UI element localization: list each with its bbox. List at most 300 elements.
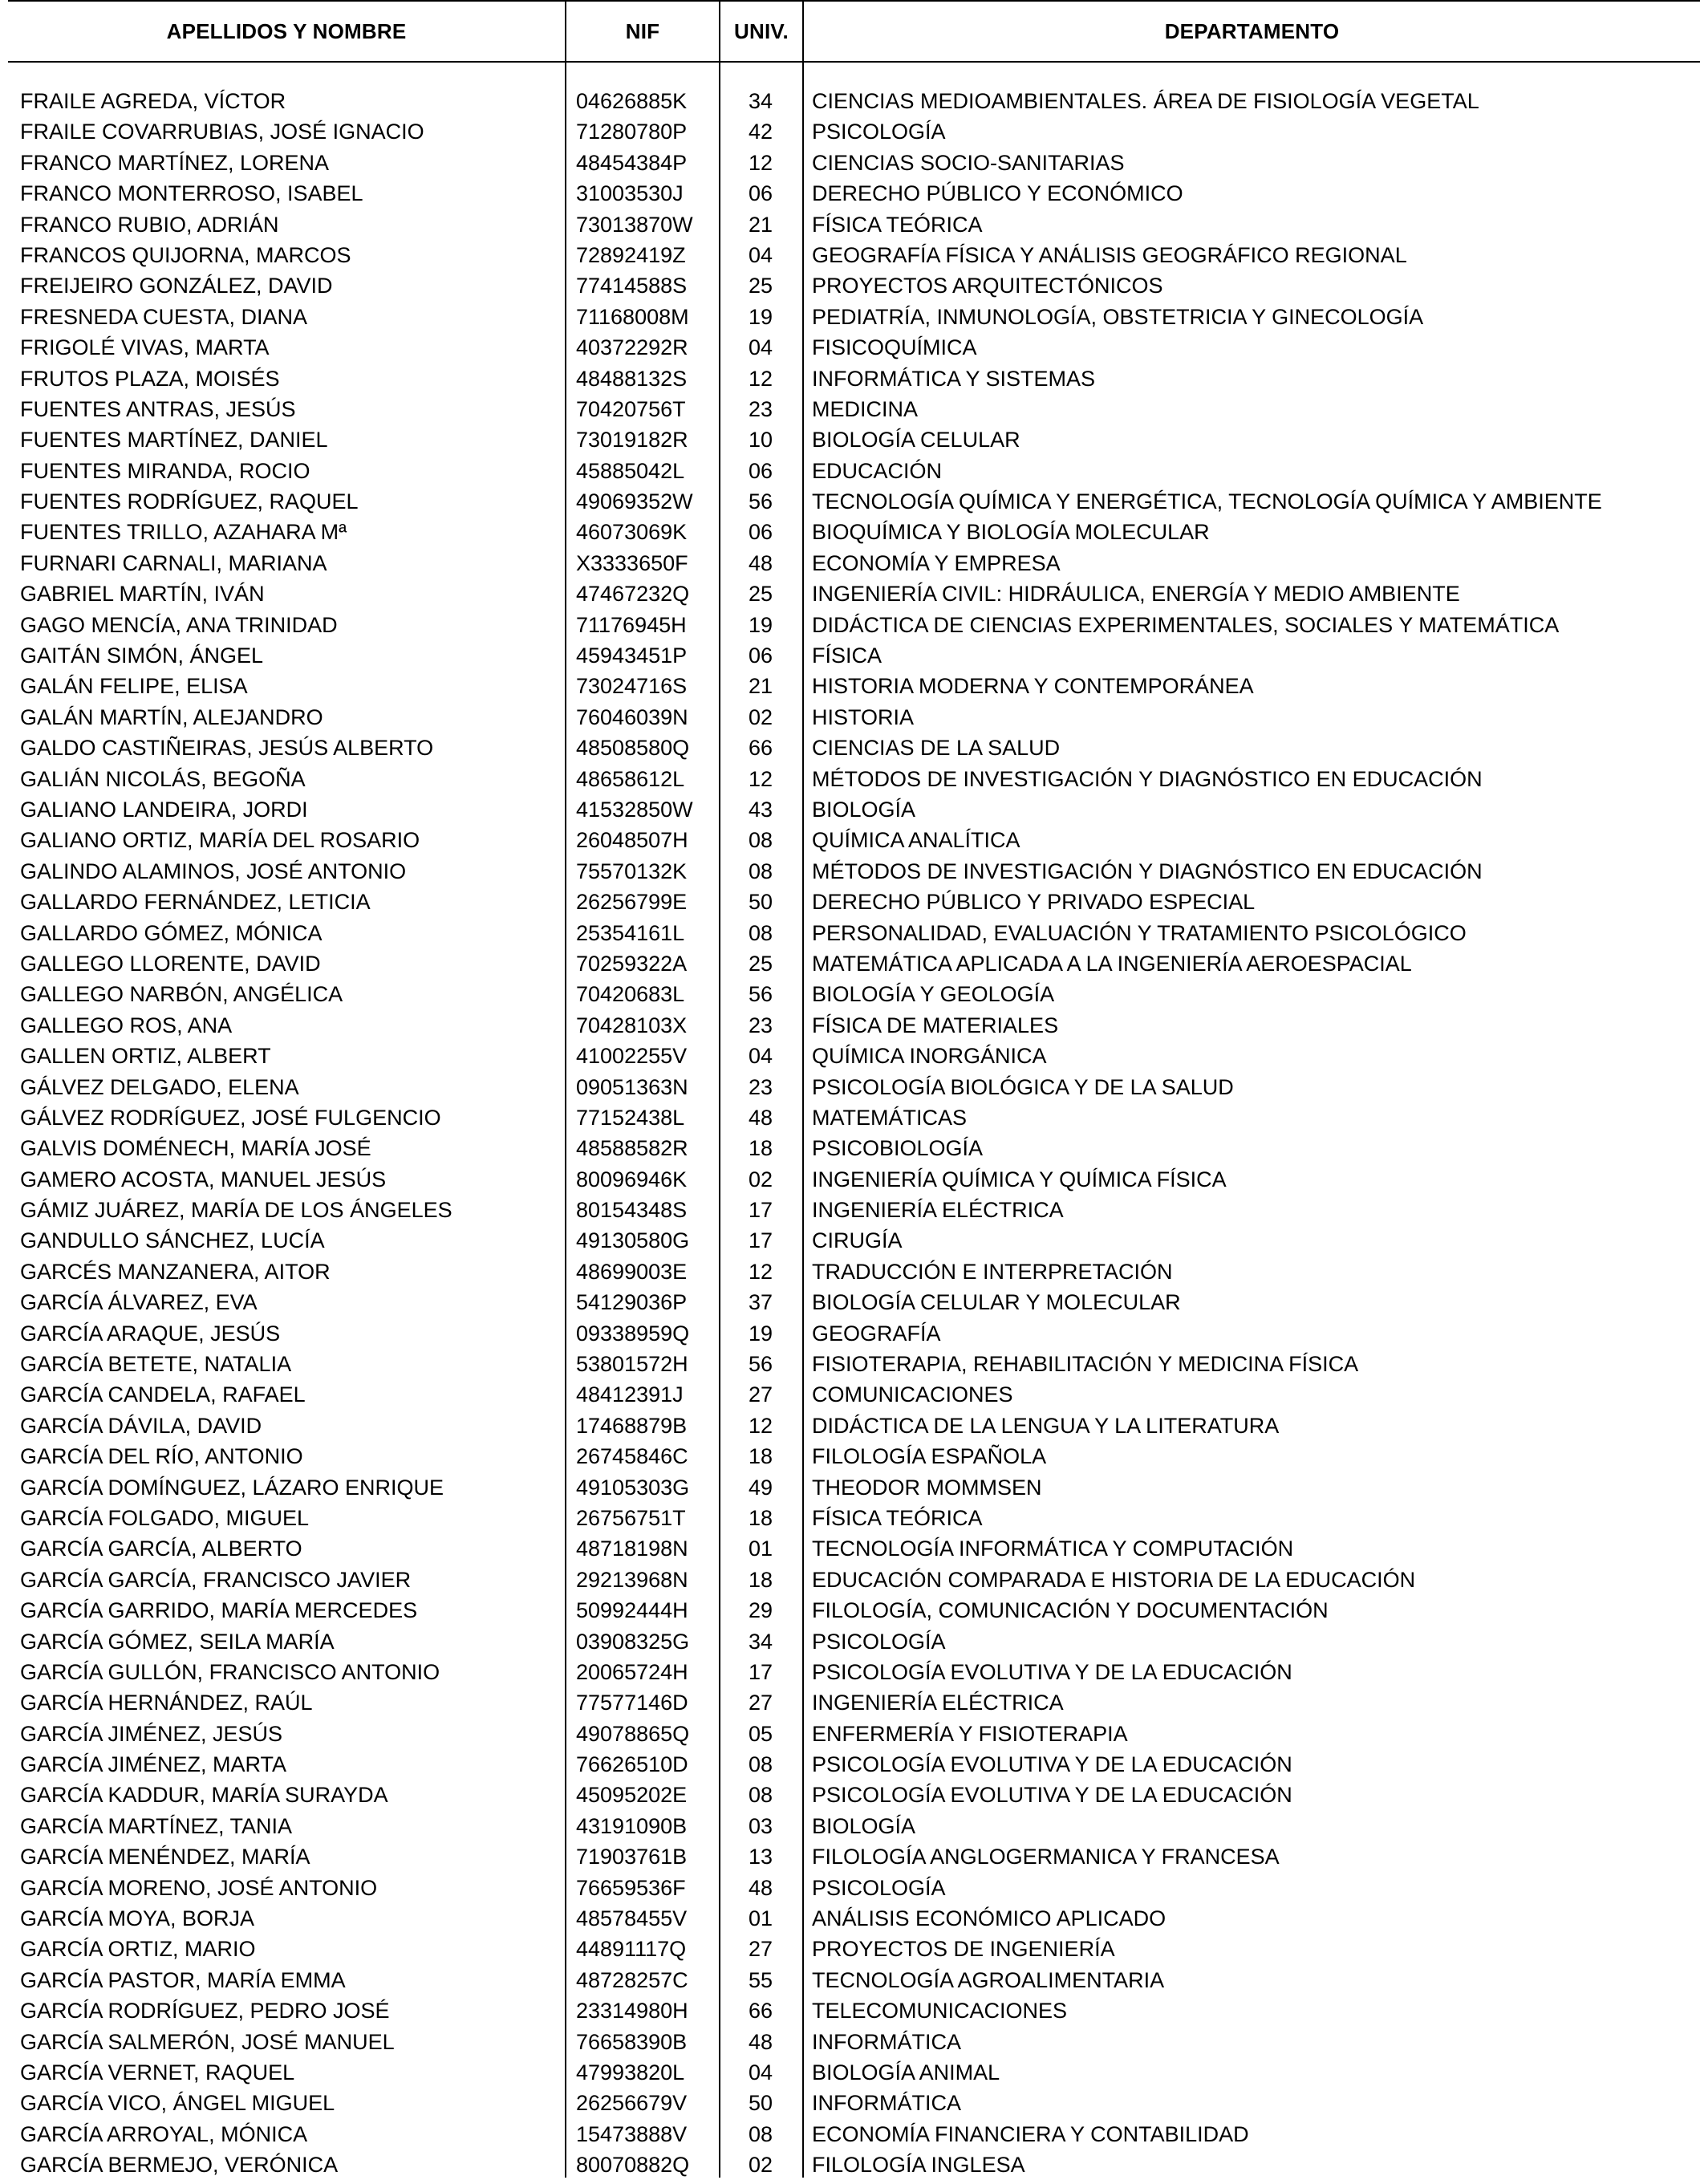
cell-nif: 48454384P [576,150,688,175]
cell-univ: 12 [748,366,773,391]
cell-nif: 48412391J [576,1382,684,1407]
cell-department: THEODOR MOMMSEN [812,1475,1042,1500]
cell-univ: 23 [748,1013,773,1037]
cell-univ: 02 [748,2153,773,2178]
cell-univ: 27 [748,1691,773,1715]
cell-nif: 48508580Q [576,736,690,761]
table-row [0,209,1700,240]
cell-name: GARCÍA ARROYAL, MÓNICA [20,2121,308,2146]
table-row [0,1379,1700,1410]
cell-nif: 71176945H [576,612,687,637]
cell-univ: 18 [748,1136,773,1161]
cell-nif: 73013870W [576,212,693,237]
cell-department: BIOLOGÍA CELULAR Y MOLECULAR [812,1290,1181,1315]
cell-nif: 76626510D [576,1752,688,1777]
cell-name: GALLARDO FERNÁNDEZ, LETICIA [20,890,371,915]
cell-department: GEOGRAFÍA FÍSICA Y ANÁLISIS GEOGRÁFICO REGIONAL [812,242,1407,267]
cell-department: TELECOMUNICACIONES [812,1999,1068,2024]
cell-name: GALINDO ALAMINOS, JOSÉ ANTONIO [20,859,407,883]
table-row [0,918,1700,948]
table-row [0,1934,1700,1964]
cell-univ: 56 [748,982,773,1007]
cell-univ: 17 [748,1228,773,1253]
cell-name: GARCÍA SALMERÓN, JOSÉ MANUEL [20,2029,395,2054]
cell-name: GARCÍA CANDELA, RAFAEL [20,1382,306,1407]
table-row [0,116,1700,147]
cell-department: INGENIERÍA CIVIL: HIDRÁULICA, ENERGÍA Y MEDIO AMBIENTE [812,582,1460,607]
cell-univ: 56 [748,489,773,514]
cell-univ: 27 [748,1382,773,1407]
cell-univ: 08 [748,2121,773,2146]
cell-nif: 50992444H [576,1598,688,1623]
cell-univ: 18 [748,1444,773,1469]
cell-department: PERSONALIDAD, EVALUACIÓN Y TRATAMIENTO PSICOLÓGICO [812,920,1467,945]
cell-univ: 04 [748,2060,773,2085]
cell-name: GALLARDO GÓMEZ, MÓNICA [20,920,323,945]
cell-univ: 05 [748,1721,773,1746]
cell-name: GALLEN ORTIZ, ALBERT [20,1044,271,1069]
table-row [0,1873,1700,1903]
table-row [0,610,1700,640]
cell-department: MATEMÁTICA APLICADA A LA INGENIERÍA AEROESPACIAL [812,951,1412,976]
cell-nif: 70259322A [576,951,688,976]
table-row [0,1503,1700,1533]
cell-name: GARCÍA RODRÍGUEZ, PEDRO JOSÉ [20,1999,390,2024]
cell-department: TRADUCCIÓN E INTERPRETACIÓN [812,1259,1173,1284]
cell-name: GAITÁN SIMÓN, ÁNGEL [20,643,264,668]
cell-name: GAGO MENCÍA, ANA TRINIDAD [20,612,338,637]
cell-univ: 37 [748,1290,773,1315]
table-row [0,733,1700,763]
table-row [0,178,1700,209]
cell-univ: 01 [748,1906,773,1931]
cell-name: FRANCOS QUIJORNA, MARCOS [20,242,351,267]
cell-department: INGENIERÍA QUÍMICA Y QUÍMICA FÍSICA [812,1167,1227,1191]
cell-name: GARCÍA PASTOR, MARÍA EMMA [20,1967,346,1992]
cell-department: FISIOTERAPIA, REHABILITACIÓN Y MEDICINA FÍSICA [812,1352,1359,1377]
cell-name: FRANCO MARTÍNEZ, LORENA [20,150,330,175]
table-row [0,1841,1700,1872]
cell-department: EDUCACIÓN COMPARADA E HISTORIA DE LA EDUCACIÓN [812,1567,1416,1592]
cell-univ: 34 [748,89,773,113]
cell-univ: 04 [748,242,773,267]
cell-univ: 03 [748,1813,773,1838]
table-row [0,1965,1700,1995]
cell-univ: 13 [748,1845,773,1869]
cell-nif: 17468879B [576,1413,688,1438]
cell-department: FILOLOGÍA INGLESA [812,2153,1025,2178]
table-row [0,1749,1700,1780]
cell-department: GEOGRAFÍA [812,1321,941,1346]
cell-univ: 50 [748,890,773,915]
cell-name: GARCÍA VICO, ÁNGEL MIGUEL [20,2091,335,2116]
cell-univ: 19 [748,304,773,329]
cell-name: FRANCO RUBIO, ADRIÁN [20,212,279,237]
table-row [0,764,1700,794]
cell-name: GARCÍA VERNET, RAQUEL [20,2060,295,2085]
table-row [0,1719,1700,1749]
cell-department: QUÍMICA INORGÁNICA [812,1044,1047,1069]
table-row [0,2149,1700,2180]
cell-department: TECNOLOGÍA QUÍMICA Y ENERGÉTICA, TECNOLOGÍA QUÍMICA Y AMBIENTE [812,489,1602,514]
cell-name: GARCÍA MOYA, BORJA [20,1906,255,1931]
cell-department: FÍSICA [812,643,882,668]
cell-nif: 76046039N [576,704,688,729]
cell-department: MATEMÁTICAS [812,1105,968,1130]
cell-name: FRANCO MONTERROSO, ISABEL [20,181,363,206]
cell-department: CIENCIAS MEDIOAMBIENTALES. ÁREA DE FISIOLOGÍA VEGETAL [812,89,1479,113]
header-nif: NIF [625,19,660,43]
table-row [0,2057,1700,2088]
cell-nif: 20065724H [576,1659,688,1684]
cell-name: GARCÍA BERMEJO, VERÓNICA [20,2153,339,2178]
cell-department: BIOQUÍMICA Y BIOLOGÍA MOLECULAR [812,520,1210,545]
cell-name: GALIANO LANDEIRA, JORDI [20,797,308,822]
table-row [0,948,1700,979]
cell-nif: 80070882Q [576,2153,690,2178]
cell-name: GARCÍA DÁVILA, DAVID [20,1413,262,1438]
cell-nif: 77577146D [576,1691,688,1715]
cell-univ: 06 [748,520,773,545]
cell-univ: 50 [748,2091,773,2116]
header-dept: DEPARTAMENTO [1164,19,1340,43]
cell-department: MÉTODOS DE INVESTIGACIÓN Y DIAGNÓSTICO EN EDUCACIÓN [812,859,1483,883]
cell-univ: 12 [748,766,773,791]
cell-univ: 29 [748,1598,773,1623]
cell-name: GARCÉS MANZANERA, AITOR [20,1259,331,1284]
cell-univ: 23 [748,1074,773,1099]
cell-department: DIDÁCTICA DE LA LENGUA Y LA LITERATURA [812,1413,1280,1438]
cell-name: FRUTOS PLAZA, MOISÉS [20,366,280,391]
table-row [0,1687,1700,1718]
table-row [0,148,1700,178]
cell-nif: 26256679V [576,2091,688,2116]
cell-univ: 08 [748,859,773,883]
cell-univ: 48 [748,550,773,575]
cell-department: PSICOLOGÍA [812,1875,946,1900]
cell-univ: 43 [748,797,773,822]
cell-univ: 12 [748,1413,773,1438]
table-row [0,2088,1700,2118]
cell-name: GAMERO ACOSTA, MANUEL JESÚS [20,1167,387,1191]
cell-nif: 15473888V [576,2121,688,2146]
cell-univ: 21 [748,674,773,699]
table-row [0,240,1700,270]
cell-department: ECONOMÍA Y EMPRESA [812,550,1061,575]
cell-department: QUÍMICA ANALÍTICA [812,828,1020,853]
cell-name: GALVIS DOMÉNECH, MARÍA JOSÉ [20,1136,371,1161]
cell-department: EDUCACIÓN [812,458,943,483]
cell-department: PSICOLOGÍA [812,120,946,144]
cell-department: BIOLOGÍA ANIMAL [812,2060,1000,2085]
cell-nif: 70420683L [576,982,685,1007]
cell-name: FUENTES TRILLO, AZAHARA Mª [20,520,347,545]
cell-univ: 25 [748,582,773,607]
cell-univ: 21 [748,212,773,237]
cell-department: BIOLOGÍA [812,1813,916,1838]
cell-nif: 45885042L [576,458,685,483]
cell-nif: 70420756T [576,396,686,421]
table-row [0,1595,1700,1626]
cell-nif: 47993820L [576,2060,685,2085]
cell-nif: 80096946K [576,1167,688,1191]
cell-name: GARCÍA BETETE, NATALIA [20,1352,292,1377]
table-row [0,1533,1700,1564]
cell-department: BIOLOGÍA Y GEOLOGÍA [812,982,1055,1007]
cell-name: GALÁN MARTÍN, ALEJANDRO [20,704,323,729]
cell-name: FREIJEIRO GONZÁLEZ, DAVID [20,274,333,298]
cell-department: FISICOQUÍMICA [812,335,977,360]
cell-univ: 27 [748,1937,773,1962]
cell-name: GARCÍA ÁLVAREZ, EVA [20,1290,258,1315]
cell-univ: 06 [748,181,773,206]
cell-name: FRESNEDA CUESTA, DIANA [20,304,308,329]
cell-name: GALLEGO ROS, ANA [20,1013,233,1037]
table-row [0,1102,1700,1133]
cell-name: FUENTES MIRANDA, ROCIO [20,458,310,483]
cell-name: FUENTES ANTRAS, JESÚS [20,396,296,421]
cell-univ: 42 [748,120,773,144]
cell-nif: 09051363N [576,1074,688,1099]
cell-nif: 45943451P [576,643,688,668]
header-bottom-border [8,61,1700,63]
cell-univ: 04 [748,1044,773,1069]
cell-department: PSICOLOGÍA EVOLUTIVA Y DE LA EDUCACIÓN [812,1783,1292,1808]
cell-univ: 02 [748,1167,773,1191]
cell-nif: 73024716S [576,674,688,699]
table-row [0,394,1700,424]
cell-name: GARCÍA GARCÍA, ALBERTO [20,1537,302,1561]
cell-name: FRAILE AGREDA, VÍCTOR [20,89,286,113]
table-row [0,1041,1700,1071]
cell-univ: 66 [748,1999,773,2024]
cell-nif: 70428103X [576,1013,688,1037]
cell-name: FRIGOLÉ VIVAS, MARTA [20,335,270,360]
cell-department: PSICOLOGÍA [812,1629,946,1654]
table-row [0,1133,1700,1163]
cell-univ: 66 [748,736,773,761]
cell-univ: 48 [748,1875,773,1900]
cell-department: FÍSICA TEÓRICA [812,212,983,237]
cell-nif: 26756751T [576,1505,686,1530]
cell-nif: 75570132K [576,859,688,883]
cell-univ: 19 [748,612,773,637]
table-row [0,302,1700,332]
cell-nif: 71168008M [576,304,689,329]
cell-name: GARCÍA GARCÍA, FRANCISCO JAVIER [20,1567,412,1592]
cell-name: GÁLVEZ RODRÍGUEZ, JOSÉ FULGENCIO [20,1105,441,1130]
cell-nif: 53801572H [576,1352,688,1377]
cell-name: FUENTES RODRÍGUEZ, RAQUEL [20,489,359,514]
cell-department: CIRUGÍA [812,1228,903,1253]
table-row [0,270,1700,301]
cell-department: HISTORIA MODERNA Y CONTEMPORÁNEA [812,674,1254,699]
table-row [0,640,1700,671]
table-row [0,671,1700,701]
cell-department: PEDIATRÍA, INMUNOLOGÍA, OBSTETRICIA Y GINECOLOGÍA [812,304,1424,329]
cell-nif: 49105303G [576,1475,690,1500]
cell-nif: 09338959Q [576,1321,690,1346]
cell-nif: 48658612L [576,766,685,791]
cell-department: FÍSICA DE MATERIALES [812,1013,1059,1037]
cell-nif: 48488132S [576,366,688,391]
cell-univ: 25 [748,951,773,976]
cell-univ: 48 [748,2029,773,2054]
cell-department: INGENIERÍA ELÉCTRICA [812,1691,1064,1715]
cell-nif: 43191090B [576,1813,688,1838]
cell-name: GARCÍA DEL RÍO, ANTONIO [20,1444,303,1469]
cell-univ: 17 [748,1659,773,1684]
table-row [0,1780,1700,1810]
cell-univ: 08 [748,828,773,853]
cell-nif: 77414588S [576,274,688,298]
cell-name: GARCÍA MORENO, JOSÉ ANTONIO [20,1875,378,1900]
cell-nif: X3333650F [576,550,688,575]
cell-department: PSICOLOGÍA BIOLÓGICA Y DE LA SALUD [812,1074,1234,1099]
table-row [0,548,1700,578]
cell-univ: 19 [748,1321,773,1346]
table-row [0,456,1700,486]
cell-nif: 45095202E [576,1783,688,1808]
cell-department: TECNOLOGÍA AGROALIMENTARIA [812,1967,1165,1992]
table-row [0,1072,1700,1102]
table-row [0,363,1700,394]
cell-name: GÁMIZ JUÁREZ, MARÍA DE LOS ÁNGELES [20,1198,452,1223]
table-row [0,887,1700,917]
cell-department: MEDICINA [812,396,919,421]
table-row [0,1195,1700,1225]
table-row [0,1256,1700,1287]
cell-name: GARCÍA JIMÉNEZ, MARTA [20,1752,287,1777]
cell-nif: 49078865Q [576,1721,690,1746]
cell-department: PSICOLOGÍA EVOLUTIVA Y DE LA EDUCACIÓN [812,1659,1292,1684]
cell-department: ECONOMÍA FINANCIERA Y CONTABILIDAD [812,2121,1249,2146]
table-row [0,517,1700,547]
cell-name: GARCÍA GULLÓN, FRANCISCO ANTONIO [20,1659,440,1684]
cell-name: GÁLVEZ DELGADO, ELENA [20,1074,299,1099]
cell-department: INFORMÁTICA [812,2091,961,2116]
cell-nif: 26256799E [576,890,688,915]
cell-name: GARCÍA HERNÁNDEZ, RAÚL [20,1691,313,1715]
cell-department: BIOLOGÍA CELULAR [812,428,1020,453]
cell-name: GARCÍA GÓMEZ, SEILA MARÍA [20,1629,335,1654]
cell-univ: 06 [748,643,773,668]
cell-nif: 29213968N [576,1567,688,1592]
cell-nif: 23314980H [576,1999,688,2024]
cell-name: GARCÍA KADDUR, MARÍA SURAYDA [20,1783,388,1808]
cell-department: INFORMÁTICA Y SISTEMAS [812,366,1096,391]
table-row [0,1657,1700,1687]
cell-univ: 48 [748,1105,773,1130]
header-univ: UNIV. [734,19,789,43]
cell-univ: 23 [748,396,773,421]
cell-department: FÍSICA TEÓRICA [812,1505,983,1530]
cell-nif: 04626885K [576,89,688,113]
cell-nif: 26745846C [576,1444,688,1469]
cell-department: MÉTODOS DE INVESTIGACIÓN Y DIAGNÓSTICO EN EDUCACIÓN [812,766,1483,791]
cell-department: CIENCIAS SOCIO-SANITARIAS [812,150,1125,175]
table-row [0,1225,1700,1256]
cell-univ: 17 [748,1198,773,1223]
table-row [0,1318,1700,1349]
cell-univ: 01 [748,1537,773,1561]
table-row [0,1626,1700,1657]
table-row [0,1441,1700,1472]
cell-department: COMUNICACIONES [812,1382,1013,1407]
cell-nif: 73019182R [576,428,688,453]
table-row [0,424,1700,455]
cell-univ: 56 [748,1352,773,1377]
cell-department: BIOLOGÍA [812,797,916,822]
cell-nif: 03908325G [576,1629,690,1654]
cell-name: GALLEGO LLORENTE, DAVID [20,951,321,976]
cell-department: FILOLOGÍA ESPAÑOLA [812,1444,1047,1469]
cell-name: GARCÍA FOLGADO, MIGUEL [20,1505,310,1530]
cell-name: GARCÍA MENÉNDEZ, MARÍA [20,1845,310,1869]
cell-univ: 08 [748,1752,773,1777]
cell-name: FRAILE COVARRUBIAS, JOSÉ IGNACIO [20,120,424,144]
cell-department: INFORMÁTICA [812,2029,961,2054]
cell-univ: 25 [748,274,773,298]
table-row [0,2027,1700,2057]
cell-department: DIDÁCTICA DE CIENCIAS EXPERIMENTALES, SOCIALES Y MATEMÁTICA [812,612,1560,637]
table-row [0,825,1700,855]
cell-univ: 34 [748,1629,773,1654]
cell-name: GARCÍA ORTIZ, MARIO [20,1937,256,1962]
table-row [0,702,1700,733]
table-row [0,2119,1700,2149]
cell-nif: 76659536F [576,1875,686,1900]
cell-univ: 49 [748,1475,773,1500]
table-row [0,1995,1700,2026]
cell-nif: 48728257C [576,1967,688,1992]
cell-nif: 46073069K [576,520,688,545]
cell-department: ANÁLISIS ECONÓMICO APLICADO [812,1906,1166,1931]
table-row [0,578,1700,609]
cell-department: TECNOLOGÍA INFORMÁTICA Y COMPUTACIÓN [812,1537,1294,1561]
cell-name: GALLEGO NARBÓN, ANGÉLICA [20,982,343,1007]
cell-univ: 10 [748,428,773,453]
cell-univ: 08 [748,1783,773,1808]
table-row [0,1164,1700,1195]
cell-department: FILOLOGÍA, COMUNICACIÓN Y DOCUMENTACIÓN [812,1598,1329,1623]
cell-nif: 49130580G [576,1228,690,1253]
cell-nif: 48578455V [576,1906,688,1931]
cell-nif: 26048507H [576,828,688,853]
cell-department: CIENCIAS DE LA SALUD [812,736,1061,761]
cell-name: GARCÍA ARAQUE, JESÚS [20,1321,281,1346]
cell-department: PROYECTOS ARQUITECTÓNICOS [812,274,1163,298]
cell-univ: 06 [748,458,773,483]
cell-nif: 77152438L [576,1105,685,1130]
cell-univ: 55 [748,1967,773,1992]
cell-univ: 02 [748,704,773,729]
cell-nif: 44891117Q [576,1937,687,1962]
cell-univ: 12 [748,150,773,175]
table-row [0,979,1700,1009]
cell-nif: 40372292R [576,335,688,360]
cell-nif: 72892419Z [576,242,686,267]
cell-nif: 54129036P [576,1290,688,1315]
cell-nif: 47467232Q [576,582,690,607]
cell-department: PSICOBIOLOGÍA [812,1136,984,1161]
table-row [0,1349,1700,1379]
header-name: APELLIDOS Y NOMBRE [166,19,407,43]
cell-name: FURNARI CARNALI, MARIANA [20,550,327,575]
cell-name: GARCÍA JIMÉNEZ, JESÚS [20,1721,283,1746]
cell-nif: 41532850W [576,797,693,822]
cell-name: GALIÁN NICOLÁS, BEGOÑA [20,766,306,791]
